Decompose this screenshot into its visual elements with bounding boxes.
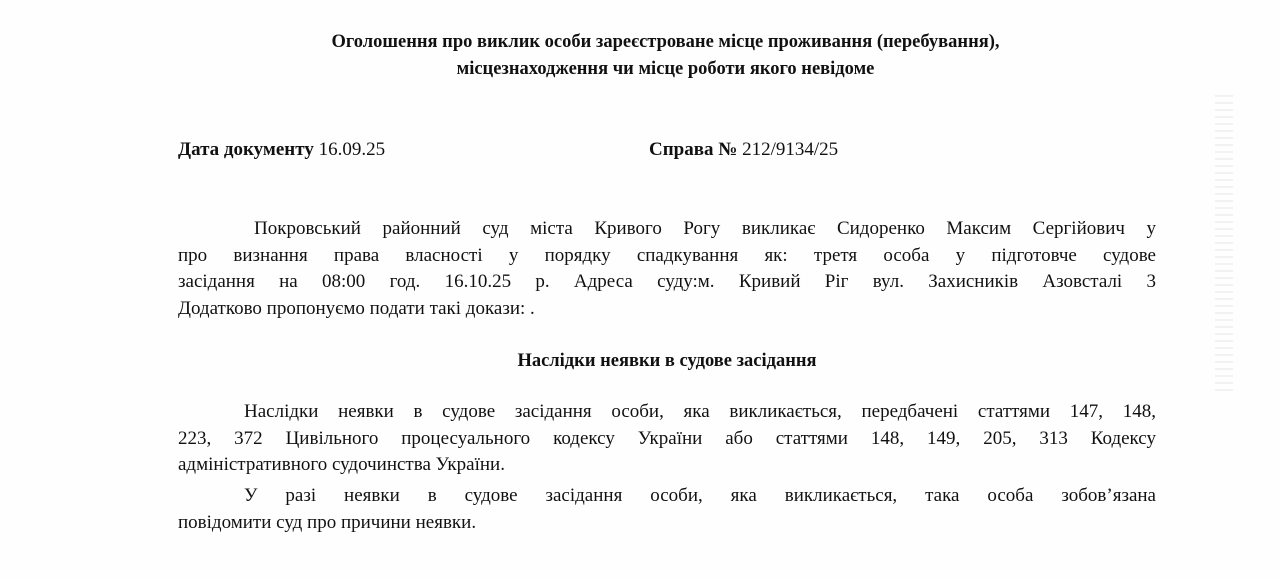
summons-line-2: про визнання права власності у порядку спадкування як: третя особа у підготовче судове bbox=[178, 244, 1156, 266]
summons-paragraph bbox=[178, 216, 1156, 322]
case-number-value: 212/9134/25 bbox=[742, 139, 839, 160]
case-number bbox=[649, 137, 838, 163]
summons-line-3: засідання на 08:00 год. 16.10.25 р. Адреса суду:м. Кривий Ріг вул. Захисників Азовсталі 3 bbox=[178, 271, 1156, 292]
consequences-heading: Наслідки неявки в судове засідання bbox=[517, 351, 817, 371]
document-title-line-2: місцезнаходження чи місце роботи якого невідоме bbox=[456, 59, 875, 79]
consequences-p1-line-3: адміністративного судочинства України. bbox=[178, 454, 505, 475]
summons-line-4: Додатково пропонуємо подати такі докази: . bbox=[178, 297, 535, 319]
document-date bbox=[178, 137, 385, 163]
case-number-label: Справа № bbox=[649, 139, 738, 160]
document-title-line-1: Оголошення про виклик особи зареєстроване місце проживання (перебування), bbox=[331, 32, 1000, 52]
summons-line-1: Покровський районний суд міста Кривого Рогу викликає Сидоренко Максим Сергійович у bbox=[254, 218, 1156, 239]
consequences-p2-line-1: У разі неявки в судове засідання особи, яка викликається, така особа зобов’язана bbox=[244, 485, 1156, 506]
consequences-paragraph-2 bbox=[178, 483, 1156, 536]
document-date-label: Дата документу bbox=[178, 139, 314, 160]
consequences-p2-line-2: повідомити суд про причини неявки. bbox=[178, 511, 477, 533]
consequences-paragraph-1 bbox=[178, 399, 1156, 479]
document-date-value: 16.09.25 bbox=[318, 139, 386, 160]
consequences-p1-line-2: 223, 372 Цивільного процесуального кодексу України або статтями 148, 149, 205, 313 Кодексу bbox=[178, 427, 1156, 449]
consequences-p1-line-1: Наслідки неявки в судове засідання особи, яка викликається, передбачені статтями 147, 148, bbox=[244, 401, 1156, 422]
